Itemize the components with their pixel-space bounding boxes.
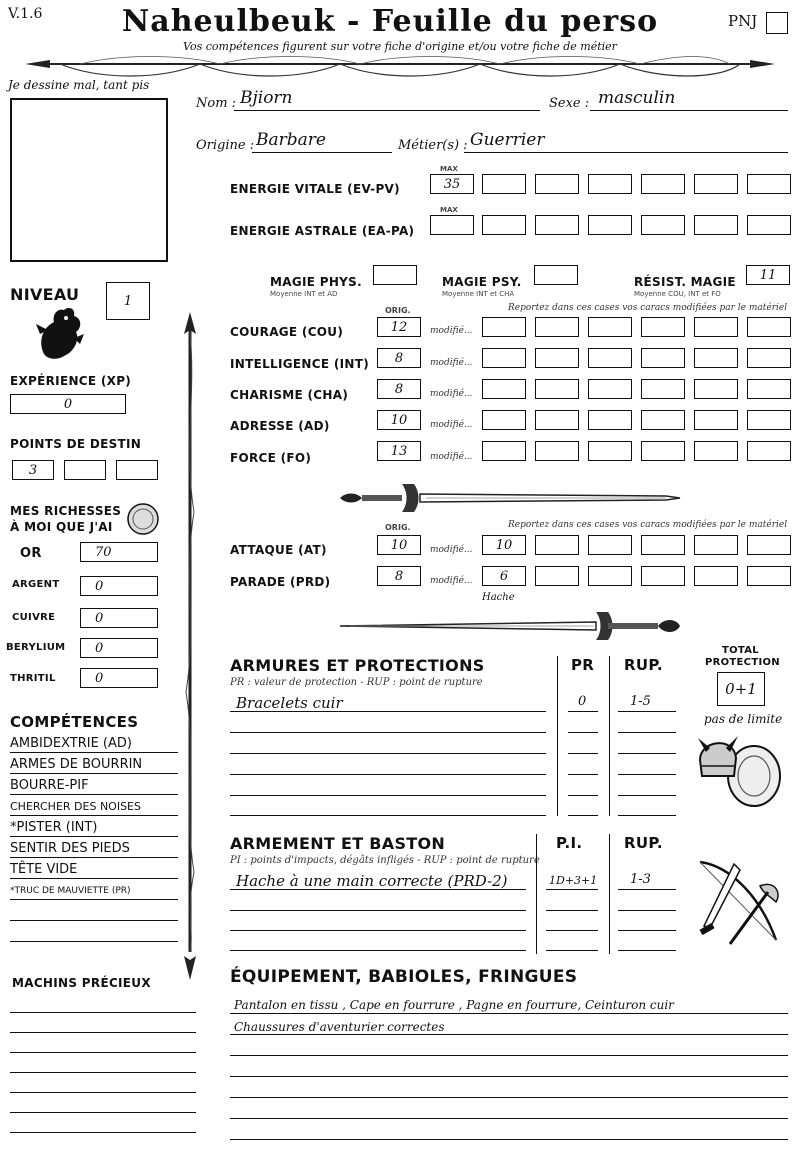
competence-item: *TRUC DE MAUVIETTE (PR) (10, 886, 131, 896)
destin-box-2[interactable] (64, 460, 106, 480)
carac-label: CHARISME (CHA) (230, 388, 349, 402)
ea-cell[interactable] (641, 215, 685, 235)
armement-col-pi: P.I. (556, 834, 583, 852)
combat-mod-cell[interactable] (641, 535, 685, 555)
ev-box[interactable] (430, 174, 474, 194)
carac-mod-cell[interactable] (588, 317, 632, 337)
ea-max-label: MAX (440, 206, 458, 214)
attaque-mod-box[interactable]: 10 (482, 535, 526, 555)
berylium-value: 0 (95, 640, 104, 656)
carac-label: COURAGE (COU) (230, 325, 344, 339)
cuivre-box[interactable] (80, 608, 158, 628)
ea-cell[interactable] (588, 215, 632, 235)
ev-cell[interactable] (535, 174, 579, 194)
berylium-label: BERYLIUM (6, 642, 66, 653)
carac-mod-cell[interactable] (694, 317, 738, 337)
sword-icon (336, 478, 682, 518)
carac-label: INTELLIGENCE (INT) (230, 357, 369, 371)
niveau-box[interactable] (106, 282, 150, 320)
total-protection-label-2: PROTECTION (705, 657, 780, 668)
carac-orig-box[interactable]: 8 (377, 379, 421, 399)
weapons-icon (690, 856, 786, 950)
combat-mod-cell[interactable] (588, 566, 632, 586)
armures-col-rup: RUP. (624, 656, 663, 674)
machins-label: MACHINS PRÉCIEUX (12, 976, 151, 990)
carac-mod-cell[interactable] (694, 441, 738, 461)
argent-value: 0 (95, 578, 104, 594)
equipement-title: ÉQUIPEMENT, BABIOLES, FRINGUES (230, 967, 578, 987)
thritil-box[interactable] (80, 668, 158, 688)
helmet-shield-icon (694, 726, 786, 812)
armures-title: ARMURES ET PROTECTIONS (230, 656, 485, 675)
ev-label: ENERGIE VITALE (EV-PV) (230, 182, 400, 196)
combat-note: Reportez dans ces cases vos caracs modifiées par le matériel (508, 520, 788, 530)
attaque-label: ATTAQUE (AT) (230, 543, 327, 557)
header-ornament-icon (20, 54, 780, 80)
carac-mod-cell[interactable] (535, 317, 579, 337)
competence-item: BOURRE-PIF (10, 778, 89, 793)
arme-rup: 1-3 (630, 872, 651, 887)
carac-mod-cell[interactable] (641, 441, 685, 461)
combat-mod-cell[interactable] (641, 566, 685, 586)
combat-mod-cell[interactable] (694, 535, 738, 555)
carac-orig-box[interactable]: 12 (377, 317, 421, 337)
destin-label: POINTS DE DESTIN (10, 437, 142, 451)
berylium-box[interactable] (80, 638, 158, 658)
combat-orig-label: ORIG. (385, 523, 411, 532)
parade-label: PARADE (PRD) (230, 575, 331, 589)
ev-cell[interactable] (747, 174, 791, 194)
dragon-icon (34, 304, 86, 362)
resist-magie-label: RÉSIST. MAGIE (634, 275, 736, 289)
carac-mod-cell[interactable] (482, 410, 526, 430)
richesses-label-1: MES RICHESSES (10, 504, 122, 518)
ev-cell[interactable] (588, 174, 632, 194)
or-value: 70 (95, 544, 112, 560)
caracs-note: Reportez dans ces cases vos caracs modifiées par le matériel (508, 303, 788, 313)
portrait-caption: Je dessine mal, tant pis (8, 78, 150, 92)
combat-mod-cell[interactable] (588, 535, 632, 555)
modifie-label: modifié... (430, 545, 473, 555)
sword-icon (336, 606, 682, 646)
modifie-label: modifié... (430, 326, 473, 336)
metier-value[interactable]: Guerrier (470, 130, 545, 150)
ev-cell[interactable] (641, 174, 685, 194)
experience-box[interactable] (10, 394, 126, 414)
armement-col-rup: RUP. (624, 834, 663, 852)
combat-mod-cell[interactable] (747, 535, 791, 555)
competences-label: COMPÉTENCES (10, 713, 139, 731)
argent-box[interactable] (80, 576, 158, 596)
equipement-line: Chaussures d'aventurier correctes (234, 1020, 445, 1034)
richesses-label-2: À MOI QUE J'AI (10, 520, 113, 534)
ev-value: 35 (443, 176, 461, 192)
carac-mod-cell[interactable] (482, 379, 526, 399)
ea-value (431, 216, 473, 234)
carac-mod-cell[interactable] (641, 348, 685, 368)
magie-phys-box[interactable] (373, 265, 417, 285)
carac-mod-cell[interactable] (482, 317, 526, 337)
modifie-label: modifié... (430, 389, 473, 399)
total-protection-caption: pas de limite (704, 712, 783, 726)
thritil-value: 0 (95, 670, 104, 686)
arme-name: Hache à une main correcte (PRD-2) (236, 872, 508, 890)
competence-item: TÊTE VIDE (10, 862, 78, 877)
experience-value: 0 (63, 396, 73, 412)
combat-mod-cell[interactable] (535, 535, 579, 555)
competence-item: SENTIR DES PIEDS (10, 841, 130, 856)
carac-mod-cell[interactable] (694, 410, 738, 430)
parade-mod-box[interactable]: 6 (482, 566, 526, 586)
ea-box[interactable] (430, 215, 474, 235)
carac-mod-cell[interactable] (641, 379, 685, 399)
nom-label: Nom : (196, 96, 237, 111)
modifie-label: modifié... (430, 358, 473, 368)
version-label: V.1.6 (8, 6, 43, 22)
ea-cell[interactable] (747, 215, 791, 235)
carac-mod-cell[interactable] (588, 348, 632, 368)
thritil-label: THRITIL (10, 673, 56, 684)
magie-psy-box[interactable] (534, 265, 578, 285)
arme-pi: 1D+3+1 (549, 874, 598, 887)
carac-orig-box[interactable]: 10 (377, 410, 421, 430)
combat-mod-cell[interactable] (535, 566, 579, 586)
carac-mod-cell[interactable] (535, 410, 579, 430)
parade-orig-box[interactable]: 8 (377, 566, 421, 586)
page-subtitle: Vos compétences figurent sur votre fiche d'origine et/ou votre fiche de métier (183, 40, 617, 53)
carac-mod-cell[interactable] (747, 379, 791, 399)
carac-mod-cell[interactable] (747, 317, 791, 337)
argent-label: ARGENT (12, 579, 60, 590)
armement-sub: PI : points d'impacts, dégâts infligés - RUP : point de rupture (230, 855, 540, 866)
carac-orig-box[interactable]: 13 (377, 441, 421, 461)
sexe-label: Sexe : (549, 96, 590, 111)
competence-item: CHERCHER DES NOISES (10, 800, 141, 813)
armure-pr: 0 (578, 694, 587, 709)
modifie-label: modifié... (430, 420, 473, 430)
magie-psy-label: MAGIE PSY. (442, 275, 522, 289)
total-protection-box[interactable] (717, 672, 765, 706)
resist-magie-value: 11 (759, 267, 777, 283)
carac-label: FORCE (FO) (230, 451, 312, 465)
carac-mod-cell[interactable] (588, 379, 632, 399)
destin-box-1[interactable]: 3 (12, 460, 54, 480)
equipement-line: Pantalon en tissu , Cape en fourrure , Pagne en fourrure, Ceinturon cuir (234, 998, 674, 1012)
total-protection-value: 0+1 (725, 680, 757, 698)
resist-magie-box[interactable] (746, 265, 790, 285)
cuivre-value: 0 (95, 610, 104, 626)
carac-mod-cell[interactable] (482, 348, 526, 368)
nom-value[interactable]: Bjiorn (240, 88, 293, 108)
ea-cell[interactable] (535, 215, 579, 235)
pnj-checkbox[interactable] (766, 12, 788, 34)
carac-label: ADRESSE (AD) (230, 419, 330, 433)
carac-mod-cell[interactable] (482, 441, 526, 461)
carac-mod-cell[interactable] (641, 317, 685, 337)
cuivre-label: CUIVRE (12, 612, 56, 623)
origine-value[interactable]: Barbare (256, 130, 326, 150)
niveau-value: 1 (123, 293, 133, 309)
magie-phys-sub: Moyenne INT et AD (270, 290, 338, 298)
armure-name: Bracelets cuir (236, 694, 343, 712)
modifie-label: modifié... (430, 576, 473, 586)
niveau-label: NIVEAU (10, 285, 80, 304)
carac-mod-cell[interactable] (535, 348, 579, 368)
armure-rup: 1-5 (630, 694, 651, 709)
magie-phys-label: MAGIE PHYS. (270, 275, 362, 289)
ea-label: ENERGIE ASTRALE (EA-PA) (230, 224, 415, 238)
combat-mod-cell[interactable] (747, 566, 791, 586)
parade-mod-caption: Hache (482, 592, 515, 603)
combat-mod-cell[interactable] (694, 566, 738, 586)
carac-mod-cell[interactable] (694, 379, 738, 399)
competence-item: ARMES DE BOURRIN (10, 757, 143, 772)
ea-cell[interactable] (694, 215, 738, 235)
carac-mod-cell[interactable] (694, 348, 738, 368)
carac-mod-cell[interactable] (535, 379, 579, 399)
portrait-box[interactable] (10, 98, 168, 262)
competence-item: AMBIDEXTRIE (AD) (10, 736, 132, 751)
carac-mod-cell[interactable] (588, 410, 632, 430)
armement-title: ARMEMENT ET BASTON (230, 834, 446, 853)
resist-magie-sub: Moyenne COU, INT et FO (634, 290, 721, 298)
destin-box-3[interactable] (116, 460, 158, 480)
ev-cell[interactable] (694, 174, 738, 194)
carac-mod-cell[interactable] (535, 441, 579, 461)
carac-mod-cell[interactable] (641, 410, 685, 430)
sexe-value[interactable]: masculin (598, 88, 676, 108)
pnj-label: PNJ (728, 12, 758, 30)
spear-icon (180, 312, 200, 980)
metier-label: Métier(s) : (398, 138, 468, 153)
or-label: OR (20, 546, 42, 561)
armures-col-pr: PR (571, 656, 595, 674)
carac-mod-cell[interactable] (588, 441, 632, 461)
origine-label: Origine : (196, 138, 255, 153)
ev-cell[interactable] (482, 174, 526, 194)
attaque-orig-box[interactable]: 10 (377, 535, 421, 555)
carac-mod-cell[interactable] (747, 348, 791, 368)
coin-icon (126, 502, 160, 536)
or-box[interactable] (80, 542, 158, 562)
ev-max-label: MAX (440, 165, 458, 173)
carac-mod-cell[interactable] (747, 410, 791, 430)
armures-sub: PR : valeur de protection - RUP : point de rupture (230, 677, 483, 688)
orig-label: ORIG. (385, 306, 411, 315)
magie-psy-sub: Moyenne INT et CHA (442, 290, 515, 298)
ea-cell[interactable] (482, 215, 526, 235)
carac-mod-cell[interactable] (747, 441, 791, 461)
experience-label: EXPÉRIENCE (XP) (10, 374, 132, 388)
carac-orig-box[interactable]: 8 (377, 348, 421, 368)
page-title: Naheulbeuk - Feuille du perso (121, 4, 659, 39)
competence-item: *PISTER (INT) (10, 820, 98, 835)
total-protection-label-1: TOTAL (722, 645, 759, 656)
modifie-label: modifié... (430, 452, 473, 462)
